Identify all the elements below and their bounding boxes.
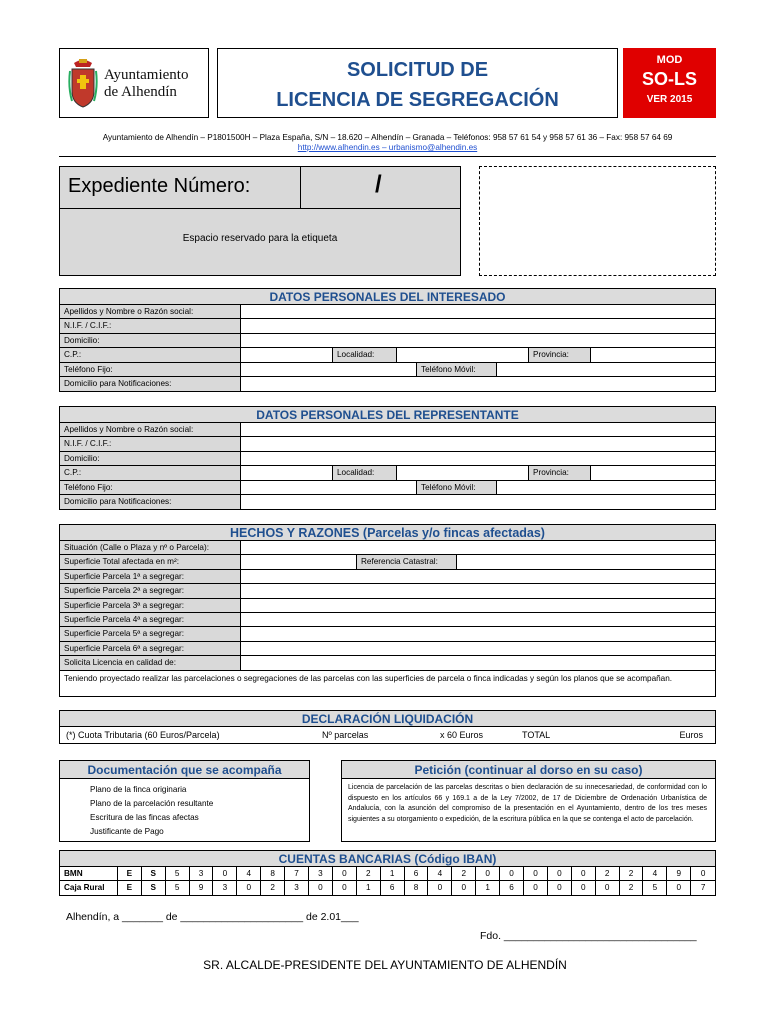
mod-code: SO-LS: [641, 69, 697, 89]
cuota-label: (*) Cuota Tributaria (60 Euros/Parcela): [66, 730, 220, 740]
apellidos-row: [60, 423, 715, 437]
ref-catastral-input[interactable]: [456, 555, 715, 568]
bank-name: Caja Rural: [60, 881, 118, 895]
solicita-input[interactable]: [240, 656, 715, 669]
divider: [59, 156, 716, 157]
telefono-movil-label: Teléfono Móvil:: [416, 363, 496, 376]
iban-digit: 0: [309, 881, 333, 895]
cp-input[interactable]: [240, 348, 332, 361]
parcela-row: [60, 599, 715, 613]
bank-row-bmn: [60, 867, 715, 881]
contact-links[interactable]: http://www.alhendin.es – urbanismo@alhendin.es: [297, 143, 478, 152]
parcela-row: [60, 627, 715, 641]
iban-digit: 0: [700, 869, 706, 878]
place-date-line[interactable]: Alhendín, a _______ de _____________________ de 2.01___: [66, 911, 359, 923]
telefono-row: [60, 481, 715, 495]
parcela-row: [60, 613, 715, 627]
iban-digit: S: [142, 867, 166, 880]
ref-catastral-label: Referencia Catastral:: [356, 555, 456, 568]
iban-digit: 3: [213, 881, 237, 895]
expediente-slash: /: [375, 171, 382, 198]
iban-digit: 0: [500, 867, 524, 880]
parcela-row: [60, 570, 715, 584]
situacion-input[interactable]: [240, 541, 715, 554]
iban-digit: 9: [190, 881, 214, 895]
iban-digit: 5: [643, 881, 667, 895]
expediente-label: Expediente Número:: [68, 175, 251, 197]
notificaciones-row: [60, 377, 715, 391]
section-title: DATOS PERSONALES DEL REPRESENTANTE: [60, 407, 715, 423]
representante-section: [59, 406, 716, 510]
list-item: Plano de la parcelación resultante: [90, 799, 214, 808]
liquidacion-section: [59, 710, 716, 744]
list-item: Justificante de Pago: [90, 827, 164, 836]
telefono-fijo-input[interactable]: [240, 481, 416, 494]
telefono-fijo-label: Teléfono Fijo:: [60, 363, 240, 376]
nif-row: [60, 319, 715, 333]
iban-digit: 0: [524, 867, 548, 880]
provincia-input[interactable]: [590, 466, 715, 479]
iban-digit: 6: [500, 881, 524, 895]
mod-label: MOD: [656, 54, 683, 66]
parcela-label: Superficie Parcela 4ª a segregar:: [60, 613, 240, 626]
localidad-label: Localidad:: [332, 466, 396, 479]
iban-digit: 0: [237, 881, 261, 895]
iban-digit: 3: [285, 881, 309, 895]
iban-digit: 2: [357, 867, 381, 880]
iban-digit: 2: [261, 881, 285, 895]
iban-digit: 9: [667, 867, 691, 880]
iban-digit: 0: [572, 867, 596, 880]
iban-digit: 3: [190, 867, 214, 880]
situacion-row: [60, 541, 715, 555]
iban-digit: 0: [524, 881, 548, 895]
interesado-section: [59, 288, 716, 392]
label-space-text: Espacio reservado para la etiqueta: [182, 233, 338, 244]
bank-row-caja-rural: [60, 881, 715, 895]
superficie-total-label: Superficie Total afectada en m²:: [60, 555, 240, 568]
parcela-input[interactable]: [240, 627, 715, 640]
nif-input[interactable]: [240, 437, 715, 450]
iban-digit: 7: [700, 883, 706, 892]
form-title: [217, 48, 618, 118]
iban-digit: S: [142, 881, 166, 895]
logo-line1: Ayuntamiento: [104, 67, 189, 83]
domicilio-row: [60, 452, 715, 466]
iban-digit: 0: [333, 867, 357, 880]
parcela-input[interactable]: [240, 584, 715, 597]
logo: [59, 48, 209, 118]
iban-digit: 0: [572, 881, 596, 895]
telefono-row: [60, 363, 715, 377]
liquidacion-row: [60, 727, 715, 743]
telefono-movil-input[interactable]: [496, 481, 715, 494]
iban-digit: 5: [166, 867, 190, 880]
telefono-fijo-label: Teléfono Fijo:: [60, 481, 240, 494]
provincia-label: Provincia:: [528, 466, 590, 479]
list-item: Escritura de las fincas afectas: [90, 813, 199, 822]
parcela-label: Superficie Parcela 2ª a segregar:: [60, 584, 240, 597]
expediente-box: [59, 166, 461, 276]
parcela-input[interactable]: [240, 613, 715, 626]
logo-line2: de Alhendín: [104, 84, 177, 100]
localidad-label: Localidad:: [332, 348, 396, 361]
documentacion-title: Documentación que se acompaña: [60, 761, 309, 779]
iban-digit: E: [118, 867, 142, 880]
superficie-total-input[interactable]: [240, 555, 356, 568]
iban-digit: 1: [381, 867, 405, 880]
title-line1: SOLICITUD DE: [346, 59, 489, 81]
address-block: [59, 133, 716, 153]
iban-digit: 0: [476, 867, 500, 880]
superficie-total-row: [60, 555, 715, 569]
parcela-input[interactable]: [240, 599, 715, 612]
nif-input[interactable]: [240, 319, 715, 332]
logo-text: [104, 67, 188, 101]
bank-name: BMN: [60, 867, 118, 880]
iban-digit: 0: [333, 881, 357, 895]
address-text: Ayuntamiento de Alhendín – P1801500H – Plaza España, S/N – 18.620 – Alhendín – Granada – Teléfonos: 958 57 61 54 y 958 57 61 36 – Fax: 958 57 64 69: [102, 133, 673, 142]
section-title: DECLARACIÓN LIQUIDACIÓN: [60, 711, 715, 727]
apellidos-label: Apellidos y Nombre o Razón social:: [60, 305, 240, 318]
iban-digit: 7: [285, 867, 309, 880]
x60-label: x 60 Euros: [440, 730, 484, 740]
iban-digit: 0: [452, 881, 476, 895]
iban-digit: 2: [620, 881, 644, 895]
cp-input[interactable]: [240, 466, 332, 479]
nif-row: [60, 437, 715, 451]
cp-label: C.P.:: [60, 348, 240, 361]
parcela-label: Superficie Parcela 3ª a segregar:: [60, 599, 240, 612]
parcelas-label: Nº parcelas: [322, 730, 369, 740]
parcela-row: [60, 584, 715, 598]
cp-row: [60, 466, 715, 480]
list-item: Plano de la finca originaria: [90, 785, 187, 794]
expediente-header: [60, 167, 460, 209]
peticion-box: [341, 760, 716, 842]
apellidos-row: [60, 305, 715, 319]
nif-label: N.I.F. / C.I.F.:: [60, 319, 240, 332]
documentacion-box: [59, 760, 310, 842]
domicilio-input[interactable]: [240, 452, 715, 465]
iban-digit: 6: [381, 881, 405, 895]
notificaciones-input[interactable]: [240, 377, 715, 391]
peticion-text: Licencia de parcelación de las parcelas descritas o bien declaración de su innecesariedad, de conformidad con lo dispuesto en los artículos 66 y 169.1 a de la Ley 7/2002, de 17 de Diciembre de Ordenación Urbanística de Andalucía, con la asunción del compromiso de la presentación en el Ayuntamiento, dentro de los tres meses siguientes a su otorgamiento o expedición, de la escritura pública en la que se contenga el acto de parcelación.: [348, 784, 707, 823]
iban-digit: 0: [548, 881, 572, 895]
section-title: DATOS PERSONALES DEL INTERESADO: [60, 289, 715, 305]
iban-digit: E: [118, 881, 142, 895]
addressee: SR. ALCALDE-PRESIDENTE DEL AYUNTAMIENTO DE ALHENDÍN: [203, 958, 567, 972]
parcela-label: Superficie Parcela 5ª a segregar:: [60, 627, 240, 640]
parcela-row: [60, 642, 715, 656]
model-badge: [623, 48, 716, 118]
hechos-section: [59, 524, 716, 697]
signature-line[interactable]: Fdo. _________________________________: [480, 930, 697, 942]
notificaciones-label: Domicilio para Notificaciones:: [60, 377, 240, 391]
apellidos-label: Apellidos y Nombre o Razón social:: [60, 423, 240, 436]
solicita-label: Solicita Licencia en calidad de:: [60, 656, 240, 669]
iban-digit: 2: [596, 867, 620, 880]
iban-digit: 2: [452, 867, 476, 880]
notificaciones-input[interactable]: [240, 495, 715, 509]
iban-digit: 4: [428, 867, 452, 880]
situacion-label: Situación (Calle o Plaza y nº o Parcela):: [60, 541, 240, 554]
iban-digit: 1: [476, 881, 500, 895]
iban-digit: 8: [405, 881, 429, 895]
iban-digit: 8: [261, 867, 285, 880]
euros-label: Euros: [679, 730, 703, 740]
domicilio-label: Domicilio:: [60, 452, 240, 465]
iban-digit: 4: [643, 867, 667, 880]
iban-digit: 1: [357, 881, 381, 895]
provincia-label: Provincia:: [528, 348, 590, 361]
parcela-label: Superficie Parcela 6ª a segregar:: [60, 642, 240, 655]
apellidos-input[interactable]: [240, 305, 715, 318]
telefono-movil-input[interactable]: [496, 363, 715, 376]
parcela-label: Superficie Parcela 1ª a segregar:: [60, 570, 240, 583]
domicilio-label: Domicilio:: [60, 334, 240, 347]
apellidos-input[interactable]: [240, 423, 715, 436]
notificaciones-label: Domicilio para Notificaciones:: [60, 495, 240, 509]
parcela-input[interactable]: [240, 642, 715, 655]
iban-digit: 0: [596, 881, 620, 895]
section-title: CUENTAS BANCARIAS (Código IBAN): [60, 851, 715, 867]
nif-label: N.I.F. / C.I.F.:: [60, 437, 240, 450]
solicita-row: [60, 656, 715, 670]
localidad-input[interactable]: [396, 466, 528, 479]
total-label: TOTAL: [522, 730, 551, 740]
telefono-movil-label: Teléfono Móvil:: [416, 481, 496, 494]
iban-digit: 4: [237, 867, 261, 880]
section-title: HECHOS Y RAZONES (Parcelas y/o fincas afectadas): [60, 525, 715, 541]
title-line2: LICENCIA DE SEGREGACIÓN: [276, 89, 559, 111]
domicilio-row: [60, 334, 715, 348]
iban-digit: 0: [213, 867, 237, 880]
mod-version: VER 2015: [646, 94, 693, 105]
iban-digit: 0: [428, 881, 452, 895]
peticion-title: Petición (continuar al dorso en su caso): [342, 761, 715, 779]
cuentas-section: [59, 850, 716, 896]
iban-digit: 0: [548, 867, 572, 880]
hechos-description: Teniendo proyectado realizar las parcelaciones o segregaciones de las parcelas con las superficies de parcela o finca indicadas y según los planos que se acompañan.: [64, 673, 673, 683]
domicilio-input[interactable]: [240, 334, 715, 347]
localidad-input[interactable]: [396, 348, 528, 361]
iban-digit: 3: [309, 867, 333, 880]
provincia-input[interactable]: [590, 348, 715, 361]
notificaciones-row: [60, 495, 715, 509]
cp-row: [60, 348, 715, 362]
parcela-input[interactable]: [240, 570, 715, 583]
iban-digit: 0: [667, 881, 691, 895]
expediente-number-field[interactable]: [300, 167, 460, 209]
documentacion-list: [60, 779, 309, 839]
iban-digit: 6: [405, 867, 429, 880]
iban-digit: 2: [620, 867, 644, 880]
stamp-area: [479, 166, 716, 276]
telefono-fijo-input[interactable]: [240, 363, 416, 376]
coat-of-arms-icon: [68, 57, 98, 109]
cp-label: C.P.:: [60, 466, 240, 479]
iban-digit: 5: [166, 881, 190, 895]
